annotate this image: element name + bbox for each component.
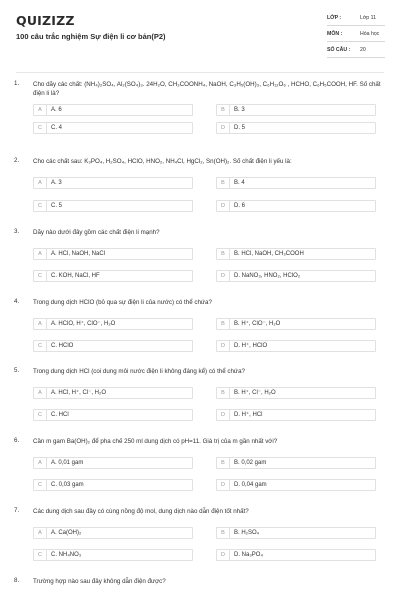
option-d[interactable] bbox=[216, 549, 376, 561]
option-letter: C bbox=[34, 550, 47, 561]
option-a[interactable] bbox=[33, 318, 193, 330]
option-c[interactable] bbox=[33, 549, 193, 561]
option-label: B. HCl, NaOH, CH₃COOH bbox=[234, 251, 304, 257]
question-text: Dãy nào dưới đây gồm các chất điện li mạnh? bbox=[33, 229, 160, 236]
option-c[interactable] bbox=[33, 270, 193, 282]
option-label: C. 0,03 gam bbox=[51, 482, 84, 488]
option-letter: B bbox=[217, 388, 230, 399]
option-letter: B bbox=[217, 249, 230, 260]
option-label: C. NH₄NO₃ bbox=[51, 552, 82, 558]
question-number: 1. bbox=[14, 80, 20, 87]
option-letter: B bbox=[217, 178, 230, 189]
option-letter: C bbox=[34, 123, 47, 134]
option-label: B. 0,02 gam bbox=[234, 460, 267, 466]
option-b[interactable] bbox=[216, 387, 376, 399]
question-text: Trong dung dịch HCl (coi dung môi nước điện li không đáng kể) có thể chứa? bbox=[33, 368, 245, 375]
question-number: 6. bbox=[14, 437, 20, 444]
option-label: A. 3 bbox=[51, 180, 62, 186]
option-letter: B bbox=[217, 458, 230, 469]
option-d[interactable] bbox=[216, 122, 376, 134]
question-text: Cho các chất sau: K₃PO₄, H₂SO₄, HClO, HNO₂, NH₄Cl, HgCl₂, Sn(OH)₂. Số chất điện li yếu là: bbox=[33, 158, 292, 165]
option-label: D. 5 bbox=[234, 125, 246, 131]
option-d[interactable] bbox=[216, 270, 376, 282]
option-label: C. HClO bbox=[51, 343, 74, 349]
document-header bbox=[0, 0, 400, 66]
option-b[interactable] bbox=[216, 457, 376, 469]
option-letter: B bbox=[217, 105, 230, 116]
meta-count-label: SỐ CÂU : bbox=[327, 47, 351, 53]
option-d[interactable] bbox=[216, 479, 376, 491]
option-label: D. H⁺, HClO bbox=[234, 343, 268, 349]
option-b[interactable] bbox=[216, 527, 376, 539]
option-d[interactable] bbox=[216, 200, 376, 212]
option-letter: A bbox=[34, 249, 47, 260]
option-label: A. 0,01 gam bbox=[51, 460, 84, 466]
option-label: C. KOH, NaCl, HF bbox=[51, 273, 100, 279]
option-b[interactable] bbox=[216, 104, 376, 116]
option-letter: D bbox=[217, 410, 230, 421]
option-letter: B bbox=[217, 528, 230, 539]
option-letter: A bbox=[34, 388, 47, 399]
option-c[interactable] bbox=[33, 340, 193, 352]
question-number: 3. bbox=[14, 228, 20, 235]
option-letter: A bbox=[34, 105, 47, 116]
page-title: 100 câu trắc nghiệm Sự điện li cơ bản(P2) bbox=[16, 32, 166, 41]
option-label: A. HCl, NaOH, NaCl bbox=[51, 251, 106, 257]
option-a[interactable] bbox=[33, 248, 193, 260]
option-letter: A bbox=[34, 319, 47, 330]
option-label: D. H⁺, HCl bbox=[234, 412, 263, 418]
option-letter: D bbox=[217, 480, 230, 491]
option-a[interactable] bbox=[33, 387, 193, 399]
option-letter: D bbox=[217, 123, 230, 134]
option-d[interactable] bbox=[216, 409, 376, 421]
option-letter: B bbox=[217, 319, 230, 330]
option-letter: C bbox=[34, 410, 47, 421]
option-b[interactable] bbox=[216, 248, 376, 260]
meta-class-value: Lớp 11 bbox=[360, 15, 376, 21]
option-letter: C bbox=[34, 201, 47, 212]
question-number: 2. bbox=[14, 157, 20, 164]
option-a[interactable] bbox=[33, 457, 193, 469]
question-text: Trong dung dịch HClO (bỏ qua sự điện li của nước) có thể chứa? bbox=[33, 299, 212, 306]
option-b[interactable] bbox=[216, 318, 376, 330]
option-letter: A bbox=[34, 458, 47, 469]
meta-divider bbox=[327, 41, 385, 42]
option-label: B. 4 bbox=[234, 180, 245, 186]
option-letter: C bbox=[34, 271, 47, 282]
meta-count-value: 20 bbox=[360, 47, 366, 53]
option-label: D. 0,04 gam bbox=[234, 482, 267, 488]
question-number: 7. bbox=[14, 507, 20, 514]
option-letter: C bbox=[34, 341, 47, 352]
option-letter: D bbox=[217, 271, 230, 282]
option-c[interactable] bbox=[33, 200, 193, 212]
option-letter: D bbox=[217, 341, 230, 352]
question-text: Cần m gam Ba(OH)₂ để pha chế 250 ml dung dịch có pH=11. Giá trị của m gần nhất với? bbox=[33, 438, 278, 445]
question-text: Cho dãy các chất: (NH₄)₂SO₄, Al₂(SO₄)₃. 24H₂O, CH₃COONH₄, NaOH, C₃H₅(OH)₃, C₆H₁₂O₆ , HCHO, C₆H₅COOH, HF. Số chất điện li là? bbox=[33, 81, 381, 97]
option-letter: A bbox=[34, 178, 47, 189]
question-text: Các dung dịch sau đây có cùng nồng độ mol, dung dịch nào dẫn điện tốt nhất? bbox=[33, 508, 249, 515]
question-text: Trường hợp nào sau đây không dẫn điện được? bbox=[33, 578, 166, 585]
question-number: 5. bbox=[14, 367, 20, 374]
option-c[interactable] bbox=[33, 479, 193, 491]
option-label: B. H⁺, ClO⁻, H₂O bbox=[234, 321, 281, 327]
option-a[interactable] bbox=[33, 527, 193, 539]
option-label: A. 6 bbox=[51, 107, 62, 113]
option-c[interactable] bbox=[33, 409, 193, 421]
meta-divider bbox=[327, 57, 385, 58]
option-label: D. 6 bbox=[234, 203, 246, 209]
option-a[interactable] bbox=[33, 104, 193, 116]
option-label: B. H⁺, Cl⁻, H₂O bbox=[234, 390, 276, 396]
option-letter: C bbox=[34, 480, 47, 491]
option-label: C. 4 bbox=[51, 125, 63, 131]
option-a[interactable] bbox=[33, 177, 193, 189]
option-label: A. Ca(OH)₂ bbox=[51, 530, 82, 536]
option-letter: D bbox=[217, 550, 230, 561]
header-divider bbox=[16, 72, 384, 73]
option-label: D. NaNO₃, HNO₂, HClO₂ bbox=[234, 273, 301, 279]
option-label: A. HClO, H⁺, ClO⁻, H₂O bbox=[51, 321, 116, 327]
option-label: B. 3 bbox=[234, 107, 245, 113]
option-label: B. H₂SO₄ bbox=[234, 530, 260, 536]
question-number: 8. bbox=[14, 577, 20, 584]
meta-divider bbox=[327, 25, 385, 26]
option-letter: D bbox=[217, 201, 230, 212]
option-b[interactable] bbox=[216, 177, 376, 189]
option-label: A. HCl, H⁺, Cl⁻, H₂O bbox=[51, 390, 106, 396]
option-label: C. 5 bbox=[51, 203, 63, 209]
meta-subject-label: MÔN : bbox=[327, 31, 343, 37]
meta-subject-value: Hóa học bbox=[360, 31, 380, 37]
option-letter: A bbox=[34, 528, 47, 539]
question-number: 4. bbox=[14, 298, 20, 305]
option-c[interactable] bbox=[33, 122, 193, 134]
option-d[interactable] bbox=[216, 340, 376, 352]
option-label: C. HCl bbox=[51, 412, 69, 418]
quizizz-logo: QUIZIZZ bbox=[16, 13, 75, 28]
option-label: D. Na₃PO₄ bbox=[234, 552, 263, 558]
meta-class-label: LỚP : bbox=[327, 15, 342, 21]
